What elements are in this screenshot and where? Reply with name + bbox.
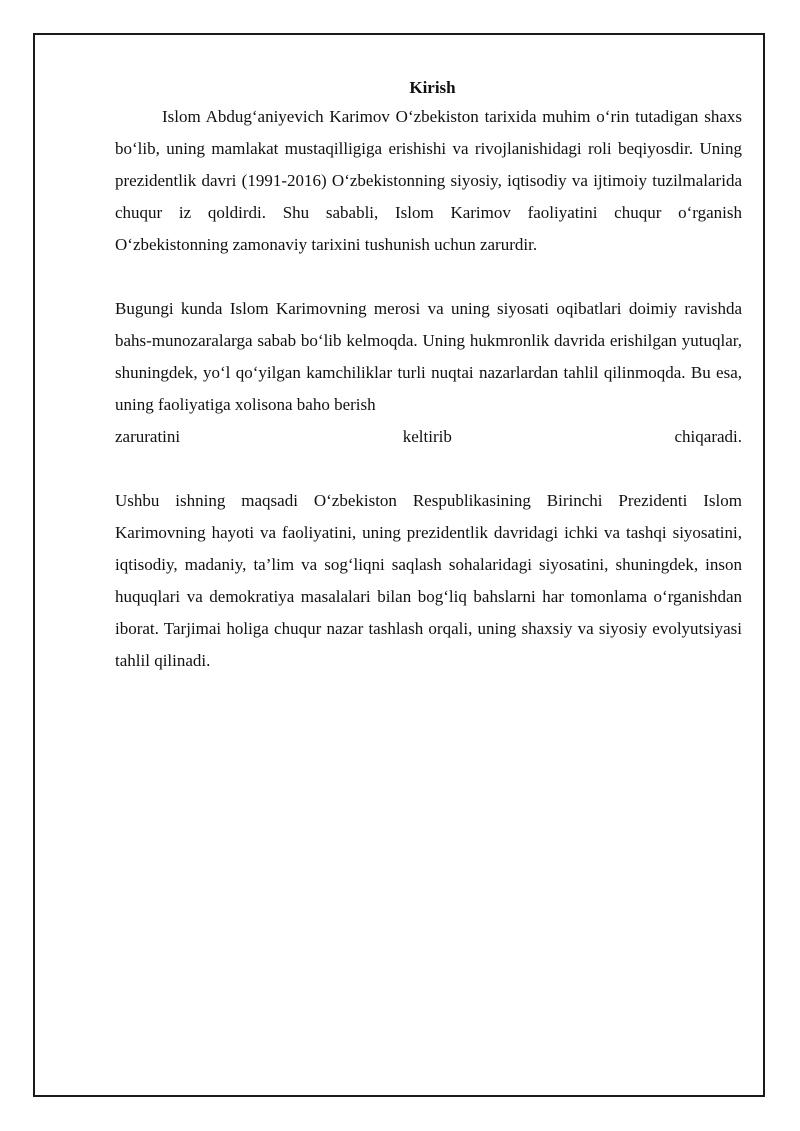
paragraph-purpose: Ushbu ishning maqsadi O‘zbekiston Respublikasining Birinchi Prezidenti Islom Karimovning hayoti va faoliyatini, uning prezidentlik davridagi ichki va tashqi siyosatini, iqtisodiy, madaniy, ta’lim va sog‘liqni saqlash sohalaridagi siyosatini, shuningdek, inson huquqlari va demokratiya masalalari bilan bog‘liq bahslarni har tomonlama o‘rganishdan iborat. Tarjimai holiga chuqur nazar tashlash orqali, uning shaxsiy va siyosiy evolyutsiyasi tahlil qilinadi. xyxy=(115,491,742,670)
word-chiqaradi: chiqaradi. xyxy=(674,427,742,446)
section-title: Kirish xyxy=(409,78,456,97)
paragraph-intro: Islom Abdug‘aniyevich Karimov O‘zbekiston tarixida muhim o‘rin tutadigan shaxs bo‘lib, uning mamlakat mustaqilligiga erishishi va rivojlanishidagi roli beqiyosdir. Uning prezidentlik davri (1991-2016) O‘zbekistonning siyosiy, iqtisodiy va ijtimoiy tuzilmalarida chuqur iz qoldirdi. Shu sababli, Islom Karimov faoliyatini chuqur o‘rganish O‘zbekistonning zamonaviy tarixini tushunish uchun zarurdir. xyxy=(115,107,742,254)
paragraph-legacy: Bugungi kunda Islom Karimovning merosi va uning siyosati oqibatlari doimiy ravishda bahs-munozaralarga sabab bo‘lib kelmoqda. Uning hukmronlik davrida erishilgan yutuqlar, shuningdek, yo‘l qo‘yilgan kamchiliklar turli nuqtai nazarlardan tahlil qilinmoqda. Bu esa, uning faoliyatiga xolisona baho berish xyxy=(115,299,742,414)
word-keltirib: keltirib xyxy=(402,427,452,446)
document-body xyxy=(115,74,742,677)
paragraph-legacy-last-line xyxy=(115,421,742,453)
paragraph-legacy-block xyxy=(115,293,742,453)
word-zaruratini: zaruratini xyxy=(115,427,181,446)
